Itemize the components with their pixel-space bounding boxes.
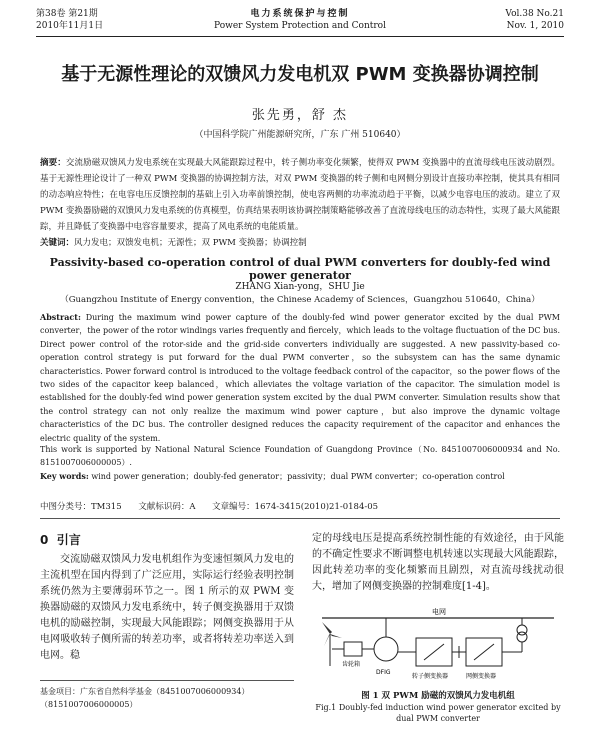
clc-number: 中图分类号：TM315 xyxy=(40,502,122,512)
volume-info-en xyxy=(505,8,564,32)
left-column xyxy=(40,531,294,664)
dfig-symbol xyxy=(374,637,398,661)
abstract-en-text: During the maximum wind power capture of the doubly-fed wind power generator excited by the dual PWM converter，the power of the rotor windings varies frequently and fiercely，which leads to the voltage fluctuation of the DC bus. Direct power control of the rotor-side and the grid-side converters individually are suggested. A new passivity-based co-operation control strategy is put forward for the dual PWM converter，so the subsystem can has the same dynamic characteristics. Power forward control is introduced to the voltage feedback control of the capacitor，so the power flows of the two sides of the capacitor keep balanced，which alleviates the voltage variation of the capacitor. The simulation model is established for the doubly-fed wind power generation system excited by the dual PWM converter. Simulation results show that the control strategy can not only realize the maximum wind power capture，but also improve the dynamic voltage characteristics of the DC bus. The controller designed reduces the capacity requirement of the capacitor and enhances the electric quality of the system. xyxy=(40,313,560,443)
page-header xyxy=(36,8,564,36)
keywords-cn-label: 关键词： xyxy=(40,238,75,248)
figure-caption-cn: 图 1 双 PWM 励磁的双馈风力发电机组 xyxy=(361,691,515,701)
intro-paragraph: 交流励磁双馈风力发电机组作为变速恒频风力发电的主流机型在国内得到了广泛应用，实际运行经验表明控制系统仍然为主要薄弱环节之一。图 1 所示的双 PWM 变换器励磁的双馈风力发电系统中，转子侧变换器用于双馈电机的励磁控制，实现最大风能跟踪；网侧变换器用于从电网吸收转子侧所需的转差功率，或者将转差功率送入到电网。稳 xyxy=(40,554,294,661)
rotor-converter-label: 转子侧变换器 xyxy=(412,673,449,680)
paper-title-cn: 基于无源性理论的双馈风力发电机双 PWM 变换器协调控制 xyxy=(61,64,539,85)
article-number: 文章编号：1674-3415(2010)21-0184-05 xyxy=(212,502,379,512)
support-statement: This work is supported by National Natural Science Foundation of Guangdong Province（No. 8451007006000934 and No. 8151007006000005）. xyxy=(40,445,560,468)
section-heading xyxy=(40,531,294,548)
classification-line xyxy=(40,500,560,512)
journal-name-en: Power System Protection and Control xyxy=(214,21,386,31)
system-diagram xyxy=(312,604,564,684)
figure-caption-en: Fig.1 Doubly-fed induction wind power generator excited by dual PWM converter xyxy=(315,703,561,723)
affiliation-en: （Guangzhou Institute of Energy convention，the Chinese Academy of Sciences，Guangzhou 510640，China） xyxy=(60,295,540,305)
gearbox-label: 齿轮箱 xyxy=(342,661,361,668)
right-column xyxy=(312,531,564,595)
volume-cn: 第38卷 第21期 xyxy=(36,9,98,19)
document-code: 文献标识码：A xyxy=(138,502,196,512)
abstract-cn-label: 摘要： xyxy=(40,158,66,168)
header-rule xyxy=(36,36,564,37)
keywords-en-text: wind power generation；doubly-fed generator；passivity；dual PWM converter；co-operation control xyxy=(91,472,505,481)
abstract-cn-text: 交流励磁双馈风力发电系统在实现最大风能跟踪过程中，转子侧功率变化频繁，使得双 PWM 变换器中的直流母线电压波动剧烈。基于无源性理论设计了一种双 PWM 变换器的协调控制方法，对双 PWM 变换器的转子侧和电网侧分别设计直接功率控制，使其具有相同的动态响应特性；在电容电压反馈控制的基础上引入功率前馈控制，使电容两侧的功率流动趋于平衡，以减少电容电压的波动。建立了双 PWM 变换器励磁的双馈风力发电系统的仿真模型，仿真结果表明该协调控制策略能够改善了直流母线电压的动态特性，实现了最大风能跟踪，并且降低了变换器中电容容量要求，提高了风电系统的电能质量。 xyxy=(40,158,560,232)
gearbox-box xyxy=(344,642,362,656)
abstract-en xyxy=(40,311,560,445)
keywords-en-label: Key words: xyxy=(40,471,89,481)
date-en: Nov. 1, 2010 xyxy=(506,21,564,31)
paper-title-en: Passivity-based co-operation control of dual PWM converters for doubly-fed wind power generator xyxy=(49,256,551,282)
section-rule xyxy=(40,518,560,519)
authors-en: ZHANG Xian-yong，SHU Jie xyxy=(235,282,365,292)
section-title: 引言 xyxy=(56,533,81,547)
journal-name xyxy=(36,8,564,32)
keywords-cn xyxy=(40,236,560,248)
volume-en: Vol.38 No.21 xyxy=(505,9,564,19)
affiliation-cn: （中国科学院广州能源研究所，广东 广州 510640） xyxy=(194,130,406,140)
wind-turbine-icon xyxy=(322,622,342,666)
authors-cn: 张先勇，舒 杰 xyxy=(251,108,349,123)
figure-1 xyxy=(312,604,564,684)
keywords-cn-text: 风力发电；双馈发电机；无源性；双 PWM 变换器；协调控制 xyxy=(74,238,307,248)
date-cn: 2010年11月1日 xyxy=(36,21,104,31)
right-paragraph: 定的母线电压是提高系统控制性能的有效途径，由于风能的不确定性要求不断调整电机转速以实现最大风能跟踪，因此转差功率的变化频繁而且剧烈，对直流母线扰动很大，增加了网侧变换器的控制难度[1-4]。 xyxy=(312,533,564,592)
grid-converter-label: 网侧变换器 xyxy=(466,673,497,680)
abstract-cn xyxy=(40,155,560,235)
journal-name-cn: 电力系统保护与控制 xyxy=(250,9,350,19)
abstract-en-label: Abstract: xyxy=(40,312,81,322)
dfig-label: DFIG xyxy=(376,669,391,676)
funding-footnote: 基金项目：广东省自然科学基金（8451007006000934）（8151007006000005） xyxy=(40,680,294,711)
grid-label: 电网 xyxy=(432,608,446,616)
keywords-en xyxy=(40,471,560,482)
section-number: 0 xyxy=(40,533,49,547)
